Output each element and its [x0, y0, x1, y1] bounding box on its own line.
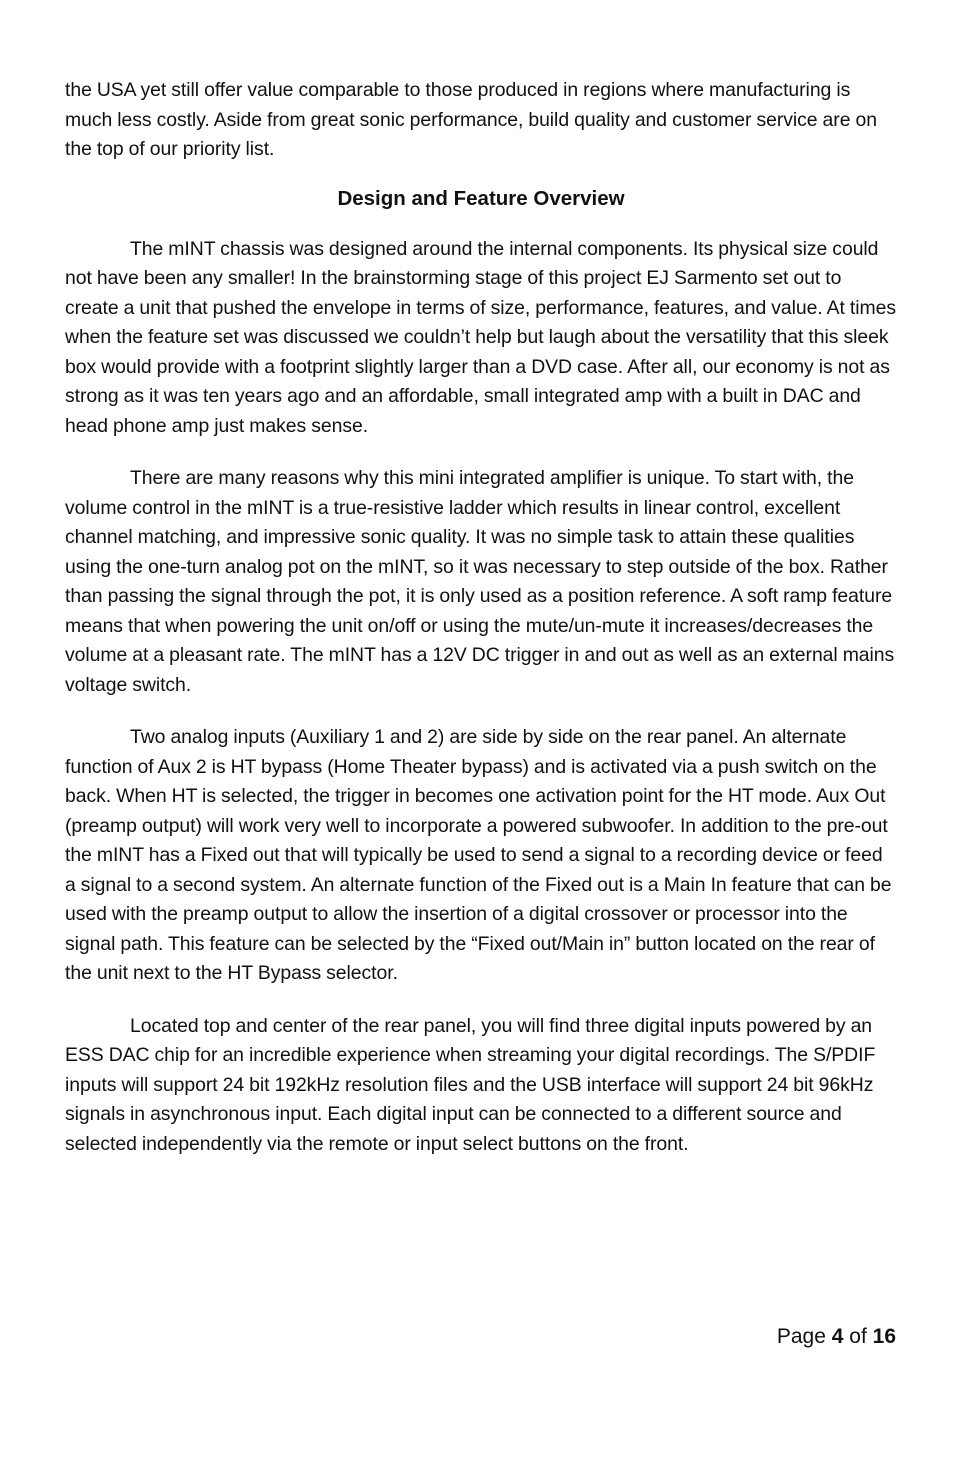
body-paragraph-digital-inputs: Located top and center of the rear panel, you will find three digital inputs powered by an ESS DAC chip for an incredible experience when streaming your digital recordings. The S/PDIF inputs will support 24 bit 192kHz resolution files and the USB interface will support 24 bit 96kHz signals in asynchronous input. Each digital input can be connected to a different source and selected independently via the remote or input select buttons on the front.: [65, 1014, 876, 1155]
page-label: Page: [776, 1325, 826, 1348]
total-pages-number: 16: [872, 1325, 896, 1348]
body-paragraph-design: The mINT chassis was designed around the internal components. Its physical size could not have been any smaller! In the brainstorming stage of this project EJ Sarmento set out to create a unit that pushed the envelope in terms of size, performance, features, and value. At times when the feature set was discussed we couldn’t help but laugh about the versatility that this sleek box would provide with a footprint slightly larger than a DVD case. After all, our economy is not as strong as it was ten years ago and an affordable, small integrated amp with a built in DAC and head phone amp just makes sense.: [65, 237, 896, 437]
intro-paragraph: the USA yet still offer value comparable to those produced in regions where manufacturing is much less costly. Aside from great sonic performance, build quality and customer service are on the top of our priority list.: [65, 79, 877, 160]
body-paragraph-analog-inputs: Two analog inputs (Auxiliary 1 and 2) are side by side on the rear panel. An alternate function of Aux 2 is HT bypass (Home Theater bypass) and is activated via a push switch on the back. When HT is selected, the trigger in becomes one activation point for the HT mode. Aux Out (preamp output) will work very well to incorporate a powered subwoofer. In addition to the pre-out the mINT has a Fixed out that will typically be used to send a signal to a recording device or feed a signal to a second system. An alternate function of the Fixed out is a Main In feature that can be used with the preamp output to allow the insertion of a digital crossover or processor into the signal path. This feature can be selected by the “Fixed out/Main in” button located on the rear of the unit next to the HT Bypass selector.: [65, 726, 892, 984]
page-number-footer: [777, 1322, 896, 1352]
of-label: of: [849, 1325, 867, 1348]
body-paragraph-volume-control: There are many reasons why this mini integrated amplifier is unique. To start with, the volume control in the mINT is a true-resistive ladder which results in linear control, excellent channel matching, and impressive sonic quality. It was no simple task to attain these qualities using the one-turn analog pot on the mINT, so it was necessary to step outside of the box. Rather than passing the signal through the pot, it is only used as a position reference. A soft ramp feature means that when powering the unit on/off or using the mute/un-mute it increases/decreases the volume at a pleasant rate. The mINT has a 12V DC trigger in and out as well as an external mains voltage switch.: [65, 467, 895, 696]
current-page-number: 4: [831, 1325, 844, 1348]
document-page: [65, 76, 897, 1182]
section-heading: Design and Feature Overview: [337, 186, 625, 210]
